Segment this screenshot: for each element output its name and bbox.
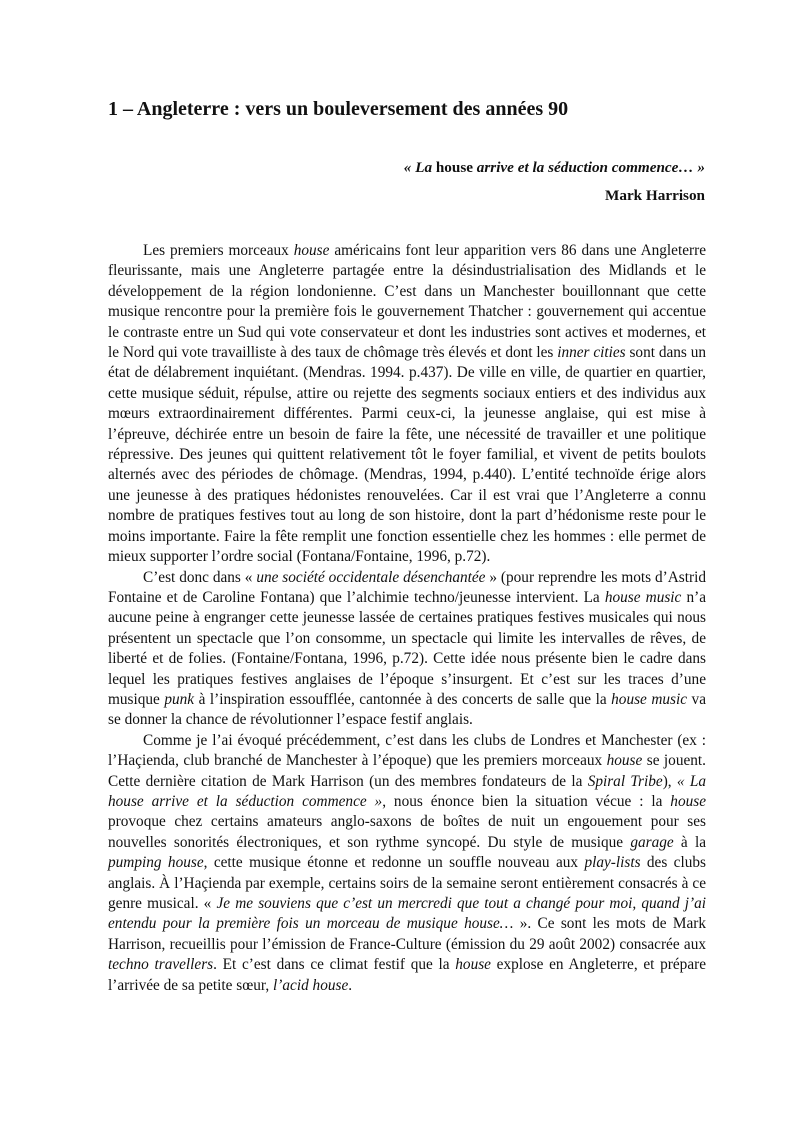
italic-run: house xyxy=(293,242,330,259)
italic-run: house xyxy=(606,752,643,770)
italic-run: Spiral Tribe xyxy=(587,772,663,790)
italic-run: pumping house xyxy=(108,854,204,872)
italic-run: l’acid house xyxy=(273,976,349,994)
italic-run: techno travellers xyxy=(108,956,214,974)
paragraph xyxy=(108,241,706,568)
text-run: , nous énonce bien la situation vécue : la xyxy=(382,792,671,810)
epigraph-quote xyxy=(205,158,705,178)
italic-run: house xyxy=(455,956,491,974)
epigraph-author: Mark Harrison xyxy=(605,187,705,204)
text-run: ), xyxy=(662,772,677,790)
text-run: , cette musique étonne et redonne un souffle nouveau aux xyxy=(203,854,585,872)
text-run: américains font leur apparition vers 86 dans une Angleterre fleurissante, mais une Angleterre partagée entre la désindustrialisation des Midlands et le développement de la région londonienne. C’est dans un Manchester bouillonnant que cette musique rencontre pour la première fois le gouvernement Thatcher : gouvernement qui accentue le contraste entre un Sud qui vote conservateur et dont les industries sont actives et modernes, et le Nord qui vote travailliste à des taux de chômage très élevés et dont les xyxy=(108,242,706,362)
italic-run: garage xyxy=(630,833,674,851)
text-run: . Et c’est dans ce climat festif que la xyxy=(213,956,456,974)
text-run: sont dans un état de délabrement inquiétant. (Mendras. 1994. p.437). De ville en ville, de quartier en quartier, cette musique séduit, répulse, attire ou rejette des segments sociaux entiers et des individus aux mœurs extraordinairement différentes. Parmi ceux-ci, la jeunesse anglaise, qui est mise à l’épreuve, déchirée entre un besoin de faire la fête, une nécessité de travailler et une politique répressive. Des jeunes qui quittent relativement tôt le foyer familial, et vivent de petits boulots alternés avec des périodes de chômage. (Mendras, 1994, p.440). L’entité technoïde érige alors une jeunesse à des pratiques hédonistes renouvelées. Car il est vrai que l’Angleterre a connu nombre de pratiques festives tout au long de son histoire, dont la part d’hédonisme reste pour le moins importante. Faire la fête remplit une fonction essentielle chez les hommes : elle permet de mieux supporter l’ordre social (Fontana/Fontaine, 1996, p.72). xyxy=(108,344,706,566)
text-run: ». Ce sont les mots de Mark Harrison, recueillis pour l’émission de France-Culture (émission du 29 août 2002) consacrée aux xyxy=(108,915,706,953)
text-run: Comme je l’ai évoqué précédemment, c’est dans les clubs de Londres et Manchester (ex : l’Haçienda, club branché de Manchester à l’époque) que les premiers morceaux xyxy=(108,731,706,770)
epigraph xyxy=(205,158,705,206)
text-run: à la xyxy=(673,833,707,851)
text-run: provoque chez certains amateurs anglo-saxons de boîtes de nuit un engouement pour ses nouvelles sonorités électroniques, et son rythme syncopé. Du style de musique xyxy=(108,813,706,851)
italic-run: « La house arrive et la séduction commence » xyxy=(108,772,706,810)
italic-run: inner cities xyxy=(557,344,626,362)
italic-run: une société occidentale désenchantée xyxy=(256,568,486,586)
italic-run: punk xyxy=(164,690,195,708)
paragraph xyxy=(108,731,706,996)
text-run: n’a aucune peine à engranger cette jeunesse lassée de certaines pratiques festives musicales qui nous présentent un spectacle que l’on consomme, un spectacle qui limite les intervalles de rêves, de liberté et de folies. (Fontaine/Fontana, 1996, p.72). Cette idée nous présente bien le cadre dans lequel les pratiques festives anglaises de l’époque s’insurgent. Et c’est sur les traces d’une musique xyxy=(108,588,707,708)
text-run: explose en Angleterre, et prépare l’arrivée de sa petite sœur, xyxy=(108,956,706,994)
italic-run: house music xyxy=(611,690,688,708)
epigraph-quote-open: « La xyxy=(403,159,436,176)
text-run: . xyxy=(348,976,353,994)
italic-run: house xyxy=(670,792,706,810)
italic-run: play-lists xyxy=(584,854,641,872)
text-run: se jouent. Cette dernière citation de Mark Harrison (un des membres fondateurs de la xyxy=(108,752,706,790)
body-text xyxy=(108,241,706,996)
text-run: des clubs anglais. À l’Haçienda par exemple, certains soirs de la semaine seront entièrement consacrés à ce genre musical. « xyxy=(108,854,706,912)
italic-run: house music xyxy=(604,588,682,606)
text-run: à l’inspiration essoufflée, cantonnée à des concerts de salle que la xyxy=(194,690,612,708)
text-run: Les premiers morceaux xyxy=(143,242,294,259)
paragraph xyxy=(108,568,706,731)
section-heading: 1 – Angleterre : vers un bouleversement des années 90 xyxy=(108,98,569,120)
epigraph-quote-close: arrive et la séduction commence… » xyxy=(473,159,705,176)
text-run: » (pour reprendre les mots d’Astrid Fontaine et de Caroline Fontana) que l’alchimie techno/jeunesse intervient. La xyxy=(108,568,706,606)
text-run: va se donner la chance de révolutionner l’espace festif anglais. xyxy=(108,690,706,729)
italic-run: Je me souviens que c’est un mercredi que tout a changé pour moi, quand j’ai entendu pour la première fois un morceau de musique house… xyxy=(108,895,706,933)
epigraph-quote-house: house xyxy=(435,159,473,176)
text-run: C’est donc dans « xyxy=(143,568,257,586)
